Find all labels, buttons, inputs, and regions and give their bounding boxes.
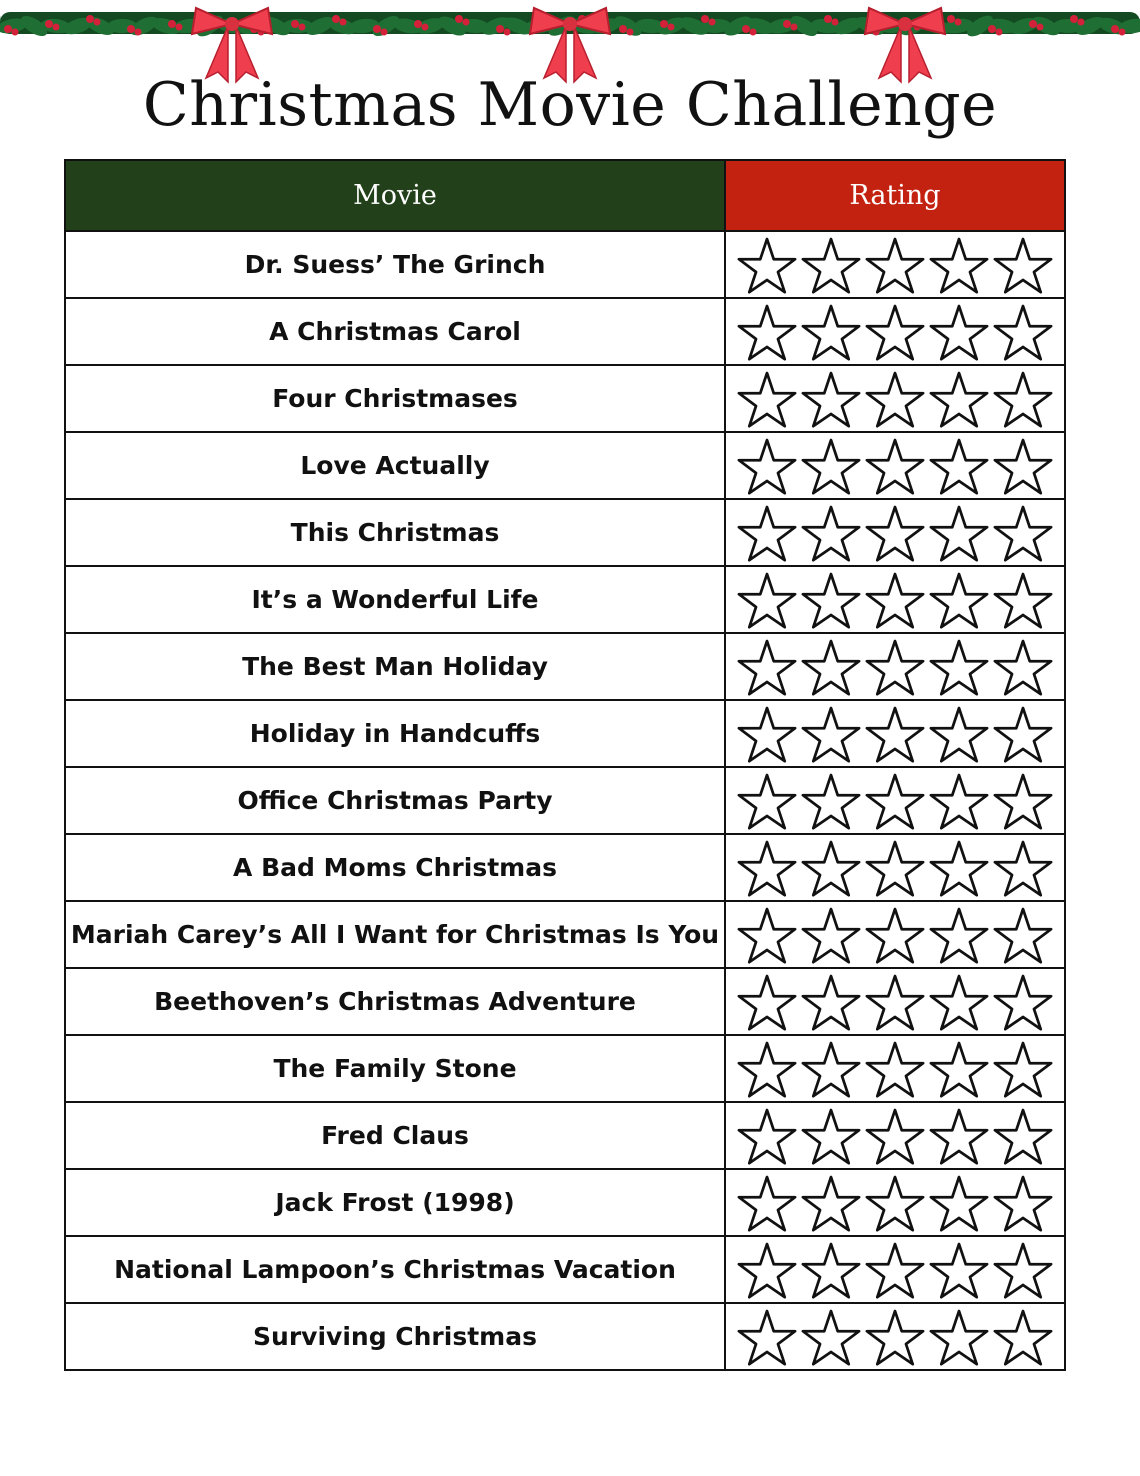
star-icon[interactable] (992, 1308, 1054, 1366)
holly-berry (1111, 25, 1119, 33)
star-rating (726, 236, 1064, 294)
star-icon[interactable] (992, 906, 1054, 964)
holly-berry (299, 24, 306, 31)
rating-cell (725, 1102, 1065, 1169)
star-rating (726, 1308, 1064, 1366)
star-icon[interactable] (928, 638, 990, 696)
holly-berry (832, 19, 839, 26)
holly-berry (135, 29, 142, 36)
star-icon[interactable] (800, 1040, 862, 1098)
table-row (65, 901, 1065, 968)
movie-title: The Family Stone (65, 1035, 725, 1102)
holly-berry (660, 20, 668, 28)
star-icon[interactable] (800, 1241, 862, 1299)
table-row (65, 499, 1065, 566)
table-row (65, 432, 1065, 499)
star-rating (726, 839, 1064, 897)
star-rating (726, 705, 1064, 763)
holly-berry (176, 24, 183, 31)
star-icon[interactable] (992, 772, 1054, 830)
holly-berry (373, 25, 381, 33)
rating-cell (725, 365, 1065, 432)
star-icon[interactable] (800, 638, 862, 696)
star-rating (726, 1241, 1064, 1299)
rating-cell (725, 633, 1065, 700)
star-icon[interactable] (800, 973, 862, 1031)
star-icon[interactable] (800, 571, 862, 629)
holly-berry (455, 15, 463, 23)
holly-berry (1037, 24, 1044, 31)
movie-title: This Christmas (65, 499, 725, 566)
holly-berry (340, 19, 347, 26)
rating-cell (725, 1169, 1065, 1236)
star-icon[interactable] (736, 437, 798, 495)
rating-cell (725, 1236, 1065, 1303)
star-icon[interactable] (736, 1107, 798, 1165)
table-row (65, 566, 1065, 633)
star-icon[interactable] (928, 1241, 990, 1299)
holly-berry (1029, 20, 1037, 28)
holly-berry (94, 19, 101, 26)
star-icon[interactable] (736, 370, 798, 428)
star-icon[interactable] (864, 906, 926, 964)
star-icon[interactable] (864, 571, 926, 629)
holly-berry (619, 25, 627, 33)
star-icon[interactable] (928, 1174, 990, 1232)
table-row (65, 1102, 1065, 1169)
star-icon[interactable] (864, 772, 926, 830)
movie-title: A Christmas Carol (65, 298, 725, 365)
star-icon[interactable] (864, 236, 926, 294)
table-row (65, 834, 1065, 901)
star-rating (726, 1040, 1064, 1098)
rating-cell (725, 432, 1065, 499)
table-row (65, 1236, 1065, 1303)
star-icon[interactable] (992, 1107, 1054, 1165)
holly-berry (701, 15, 709, 23)
holly-berry (996, 29, 1003, 36)
star-icon[interactable] (800, 437, 862, 495)
star-icon[interactable] (992, 236, 1054, 294)
star-icon[interactable] (928, 571, 990, 629)
star-icon[interactable] (992, 504, 1054, 562)
star-icon[interactable] (864, 303, 926, 361)
movie-title: Fred Claus (65, 1102, 725, 1169)
star-icon[interactable] (800, 236, 862, 294)
star-icon[interactable] (928, 437, 990, 495)
holly-berry (709, 19, 716, 26)
table-row (65, 767, 1065, 834)
rating-cell (725, 968, 1065, 1035)
star-icon[interactable] (864, 1241, 926, 1299)
star-icon[interactable] (992, 1040, 1054, 1098)
holly-berry (127, 25, 135, 33)
holly-berry (955, 19, 962, 26)
holly-berry (824, 15, 832, 23)
star-icon[interactable] (864, 1107, 926, 1165)
star-icon[interactable] (928, 303, 990, 361)
holly-berry (742, 25, 750, 33)
star-icon[interactable] (800, 1107, 862, 1165)
star-icon[interactable] (864, 504, 926, 562)
star-icon[interactable] (928, 973, 990, 1031)
star-icon[interactable] (928, 236, 990, 294)
star-icon[interactable] (864, 1174, 926, 1232)
star-icon[interactable] (864, 839, 926, 897)
star-rating (726, 1107, 1064, 1165)
star-icon[interactable] (736, 772, 798, 830)
rating-cell (725, 1035, 1065, 1102)
star-icon[interactable] (992, 1241, 1054, 1299)
holly-berry (1078, 19, 1085, 26)
holly-berry (947, 15, 955, 23)
star-icon[interactable] (992, 303, 1054, 361)
holly-berry (627, 29, 634, 36)
star-icon[interactable] (800, 1308, 862, 1366)
movie-column-header: Movie (65, 160, 725, 231)
table-row (65, 1303, 1065, 1370)
star-icon[interactable] (864, 973, 926, 1031)
movie-title: National Lampoon’s Christmas Vacation (65, 1236, 725, 1303)
star-icon[interactable] (864, 437, 926, 495)
rating-cell (725, 767, 1065, 834)
movie-title: Dr. Suess’ The Grinch (65, 231, 725, 298)
holly-berry (53, 24, 60, 31)
table-row (65, 968, 1065, 1035)
star-icon[interactable] (736, 1040, 798, 1098)
movie-title: Jack Frost (1998) (65, 1169, 725, 1236)
rating-cell (725, 834, 1065, 901)
holly-berry (86, 15, 94, 23)
holly-berry (1119, 29, 1126, 36)
movie-title: A Bad Moms Christmas (65, 834, 725, 901)
star-icon[interactable] (736, 906, 798, 964)
star-icon[interactable] (800, 839, 862, 897)
rating-cell (725, 298, 1065, 365)
star-icon[interactable] (800, 772, 862, 830)
star-rating (726, 973, 1064, 1031)
star-icon[interactable] (736, 1241, 798, 1299)
star-icon[interactable] (800, 303, 862, 361)
movie-title: Office Christmas Party (65, 767, 725, 834)
movie-title: It’s a Wonderful Life (65, 566, 725, 633)
star-icon[interactable] (928, 906, 990, 964)
table-row (65, 700, 1065, 767)
movie-title: Mariah Carey’s All I Want for Christmas Is You (65, 901, 725, 968)
star-icon[interactable] (864, 1308, 926, 1366)
star-icon[interactable] (992, 571, 1054, 629)
star-icon[interactable] (736, 839, 798, 897)
star-icon[interactable] (736, 705, 798, 763)
holly-berry (332, 15, 340, 23)
star-icon[interactable] (736, 236, 798, 294)
star-icon[interactable] (864, 370, 926, 428)
star-icon[interactable] (992, 705, 1054, 763)
holly-berry (45, 20, 53, 28)
star-icon[interactable] (800, 1174, 862, 1232)
star-icon[interactable] (992, 437, 1054, 495)
table-row (65, 1169, 1065, 1236)
holly-berry (1070, 15, 1078, 23)
star-icon[interactable] (736, 638, 798, 696)
holly-berry (414, 20, 422, 28)
holly-berry (496, 25, 504, 33)
star-icon[interactable] (736, 303, 798, 361)
star-icon[interactable] (800, 504, 862, 562)
star-icon[interactable] (864, 1040, 926, 1098)
star-icon[interactable] (800, 370, 862, 428)
star-rating (726, 571, 1064, 629)
rating-cell (725, 1303, 1065, 1370)
star-icon[interactable] (928, 1308, 990, 1366)
holly-berry (783, 20, 791, 28)
star-icon[interactable] (928, 705, 990, 763)
star-rating (726, 437, 1064, 495)
table-row (65, 365, 1065, 432)
holly-berry (291, 20, 299, 28)
table-row (65, 231, 1065, 298)
movie-title: Love Actually (65, 432, 725, 499)
star-icon[interactable] (992, 1174, 1054, 1232)
rating-cell (725, 231, 1065, 298)
star-icon[interactable] (736, 504, 798, 562)
star-icon[interactable] (800, 705, 862, 763)
rating-cell (725, 700, 1065, 767)
star-icon[interactable] (800, 906, 862, 964)
star-icon[interactable] (736, 973, 798, 1031)
star-rating (726, 1174, 1064, 1232)
table-row (65, 1035, 1065, 1102)
star-icon[interactable] (928, 504, 990, 562)
holly-berry (4, 25, 12, 33)
holly-berry (504, 29, 511, 36)
holly-berry (668, 24, 675, 31)
rating-cell (725, 901, 1065, 968)
star-rating (726, 906, 1064, 964)
star-icon[interactable] (928, 370, 990, 428)
page-title: Christmas Movie Challenge (142, 70, 998, 140)
holly-berry (381, 29, 388, 36)
movie-title: Surviving Christmas (65, 1303, 725, 1370)
rating-cell (725, 499, 1065, 566)
star-icon[interactable] (736, 1174, 798, 1232)
movie-title: The Best Man Holiday (65, 633, 725, 700)
holly-berry (168, 20, 176, 28)
star-rating (726, 303, 1064, 361)
holly-berry (750, 29, 757, 36)
table-row (65, 633, 1065, 700)
movie-title: Beethoven’s Christmas Adventure (65, 968, 725, 1035)
star-icon[interactable] (864, 638, 926, 696)
holly-berry (988, 25, 996, 33)
star-icon[interactable] (928, 839, 990, 897)
star-icon[interactable] (928, 1107, 990, 1165)
star-icon[interactable] (864, 705, 926, 763)
star-icon[interactable] (992, 839, 1054, 897)
movie-title: Holiday in Handcuffs (65, 700, 725, 767)
holly-berry (422, 24, 429, 31)
star-rating (726, 772, 1064, 830)
star-icon[interactable] (928, 772, 990, 830)
star-icon[interactable] (928, 1040, 990, 1098)
star-rating (726, 504, 1064, 562)
movie-rating-table (64, 159, 1066, 1371)
rating-column-header: Rating (725, 160, 1065, 231)
star-rating (726, 370, 1064, 428)
holly-berry (463, 19, 470, 26)
star-icon[interactable] (992, 638, 1054, 696)
star-icon[interactable] (992, 973, 1054, 1031)
table-header-row (65, 160, 1065, 231)
star-icon[interactable] (736, 571, 798, 629)
holly-berry (12, 29, 19, 36)
star-rating (726, 638, 1064, 696)
star-icon[interactable] (992, 370, 1054, 428)
table-row (65, 298, 1065, 365)
movie-title: Four Christmases (65, 365, 725, 432)
star-icon[interactable] (736, 1308, 798, 1366)
rating-cell (725, 566, 1065, 633)
holly-berry (791, 24, 798, 31)
